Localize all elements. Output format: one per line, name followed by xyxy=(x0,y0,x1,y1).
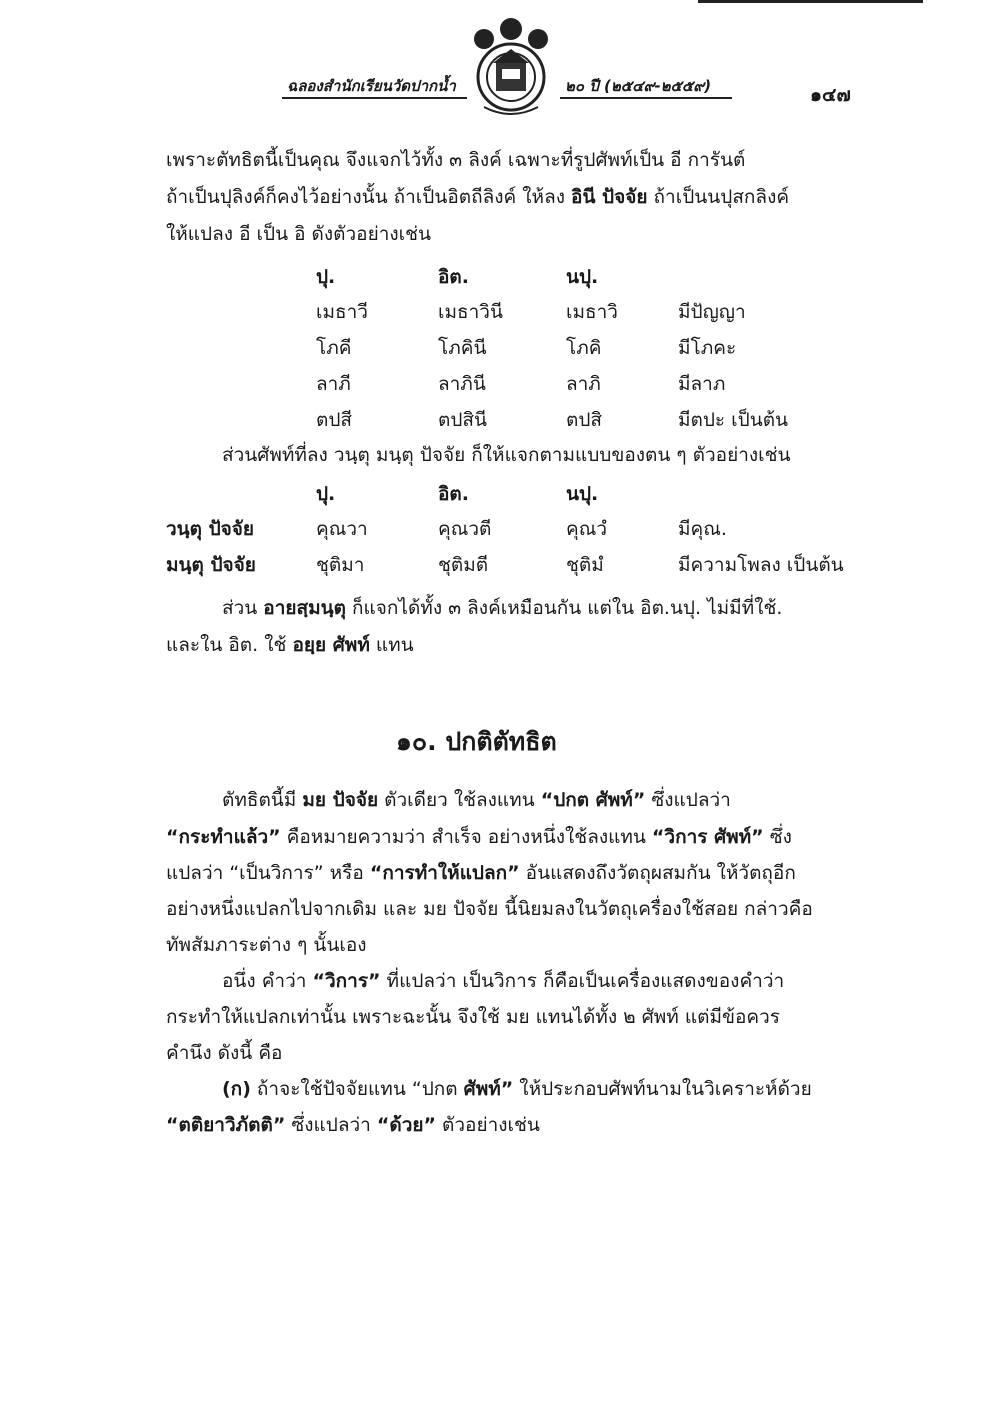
top-edge-rule xyxy=(698,0,923,3)
table1-cell: มีปัญญา xyxy=(678,301,746,323)
table2-header-napu: นปุ. xyxy=(566,483,599,505)
table2-cell: คุณวา xyxy=(316,518,368,540)
body-p2-line-1: อนึ่ง คำว่า “วิการ” ที่แปลว่า เป็นวิการ ก็คือเป็นเครื่องแสดงของคำว่า xyxy=(222,970,785,992)
table2-cell: คุณวํ xyxy=(566,518,608,540)
header-rule-right xyxy=(560,97,732,99)
table1-cell: มีโภคะ xyxy=(678,337,737,359)
ayasmantu-line-1: ส่วน อายสฺมนฺตุ ก็แจกได้ทั้ง ๓ ลิงค์เหมือนกัน แต่ใน อิต.นปุ. ไม่มีที่ใช้. xyxy=(222,597,783,619)
table2-cell: ชุติมตี xyxy=(438,554,489,576)
table2-header-it: อิต. xyxy=(438,483,469,505)
table1-cell: โภคินี xyxy=(438,337,487,359)
body-p2-line-3: คำนึง ดังนี้ คือ xyxy=(166,1042,283,1064)
section-title: ๑๐. ปกติตัทธิต xyxy=(396,727,557,756)
table2-cell: มีความโพลง เป็นต้น xyxy=(678,554,844,576)
table1-cell: ลาภินี xyxy=(438,373,486,395)
header-rule-left xyxy=(282,97,467,99)
table1-cell: ตปสิ xyxy=(566,409,602,431)
body-p1-line-5: ทัพสัมภาระต่าง ๆ นั้นเอง xyxy=(166,934,367,956)
body-p3-line-1: (ก) ถ้าจะใช้ปัจจัยแทน “ปกต ศัพท์” ให้ประกอบศัพท์นามในวิเคราะห์ด้วย xyxy=(222,1078,812,1100)
body-p1-line-4: อย่างหนึ่งแปลกไปจากเดิม และ มย ปัจจัย นี้นิยมลงในวัตถุเครื่องใช้สอย กล่าวคือ xyxy=(166,898,813,920)
table1-header-it: อิต. xyxy=(438,266,469,288)
body-p1-line-3: แปลว่า “เป็นวิการ” หรือ “การทำให้แปลก” อันแสดงถึงวัตถุผสมกัน ให้วัตถุอีก xyxy=(166,862,796,884)
body-p3-line-2: “ตติยาวิภัตติ” ซึ่งแปลว่า “ด้วย” ตัวอย่างเช่น xyxy=(166,1114,540,1136)
table1-cell: เมธาวี xyxy=(316,301,368,323)
intro-line-2: ถ้าเป็นปุลิงค์ก็คงไว้อย่างนั้น ถ้าเป็นอิตถีลิงค์ ให้ลง อินี ปัจจัย ถ้าเป็นนปุสกลิงค์ xyxy=(166,186,790,208)
table1-cell: ตปสี xyxy=(316,409,352,431)
intro-line-3: ให้แปลง อี เป็น อิ ดังตัวอย่างเช่น xyxy=(166,223,432,245)
temple-emblem-logo xyxy=(466,15,556,125)
table1-cell: ลาภิ xyxy=(566,373,601,395)
page-number: ๑๔๗ xyxy=(810,84,851,106)
ayasmantu-line-2: และใน อิต. ใช้ อยฺย ศัพท์ แทน xyxy=(166,634,414,656)
header-right-text: ๒๐ ปี (๒๕๔๙-๒๕๕๙) xyxy=(565,77,712,95)
table2-cell: ชุติมา xyxy=(316,554,365,576)
table1-cell: โภคี xyxy=(316,337,352,359)
body-p2-line-2: กระทำให้แปลกเท่านั้น เพราะฉะนั้น จึงใช้ มย แทนได้ทั้ง ๒ ศัพท์ แต่มีข้อควร xyxy=(166,1006,780,1028)
body-p1-line-1: ตัทธิตนี้มี มย ปัจจัย ตัวเดียว ใช้ลงแทน “ปกต ศัพท์” ซึ่งแปลว่า xyxy=(222,789,731,811)
table1-cell: ตปสินี xyxy=(438,409,487,431)
header-left-text: ฉลองสำนักเรียนวัดปากน้ำ xyxy=(287,77,456,95)
vantu-mantu-intro: ส่วนศัพท์ที่ลง วนฺตุ มนฺตุ ปัจจัย ก็ให้แจกตามแบบของตน ๆ ตัวอย่างเช่น xyxy=(222,444,791,466)
table1-cell: เมธาวินี xyxy=(438,301,503,323)
table1-cell: มีตปะ เป็นต้น xyxy=(678,409,789,431)
table1-cell: มีลาภ xyxy=(678,373,726,395)
table2-cell: คุณวตี xyxy=(438,518,492,540)
table1-header-pu: ปุ. xyxy=(316,266,336,288)
table1-cell: โภคิ xyxy=(566,337,602,359)
table1-header-napu: นปุ. xyxy=(566,266,599,288)
body-p1-line-2: “กระทำแล้ว” คือหมายความว่า สำเร็จ อย่างหนึ่งใช้ลงแทน “วิการ ศัพท์” ซึ่ง xyxy=(166,826,792,848)
table2-cell: มีคุณ. xyxy=(678,518,727,540)
table2-row-label: มนฺตุ ปัจจัย xyxy=(166,554,256,576)
table1-cell: ลาภี xyxy=(316,373,351,395)
intro-line-1: เพราะตัทธิตนี้เป็นคุณ จึงแจกไว้ทั้ง ๓ ลิงค์ เฉพาะที่รูปศัพท์เป็น อี การันต์ xyxy=(166,149,746,171)
table1-cell: เมธาวิ xyxy=(566,301,618,323)
table2-cell: ชุติมํ xyxy=(566,554,604,576)
table2-header-pu: ปุ. xyxy=(316,483,336,505)
table2-row-label: วนฺตุ ปัจจัย xyxy=(166,518,255,540)
